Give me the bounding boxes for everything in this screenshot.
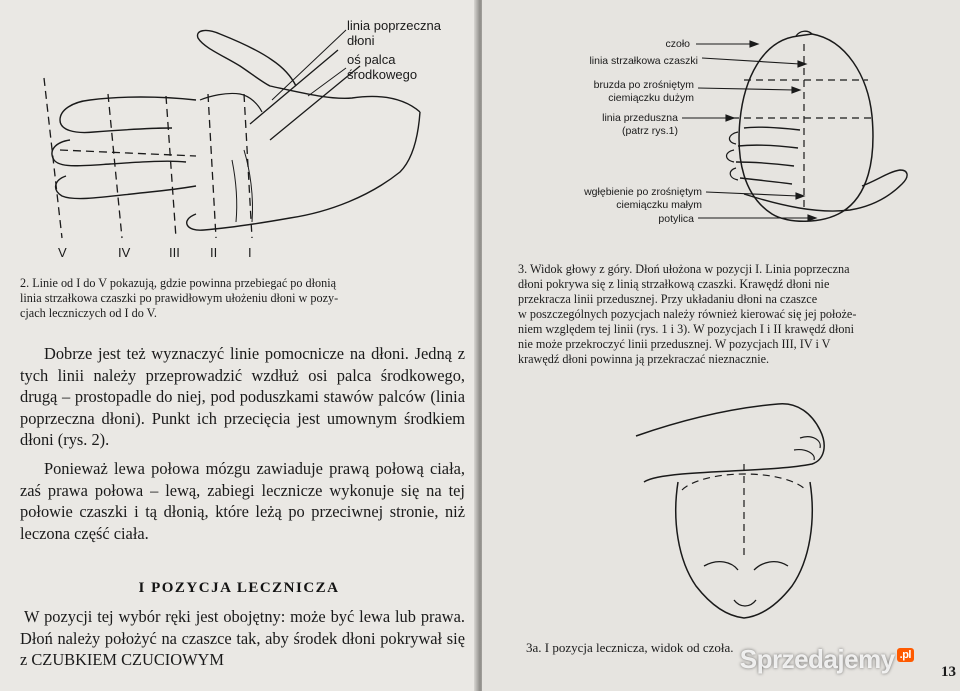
caption-3-line: przekracza linii przedusznej. Przy układaniu dłoni na czaszce xyxy=(518,292,818,306)
roman-ii: II xyxy=(210,245,218,260)
label-forehead: czoło xyxy=(665,38,690,50)
section-heading: I POZYCJA LECZNICZA xyxy=(138,580,340,596)
label-preaural-2: (patrz rys.1) xyxy=(621,125,678,137)
roman-v: V xyxy=(58,245,67,260)
label-hollow-1: wgłębienie po zrośniętym xyxy=(584,186,702,198)
label-groove-1: bruzda po zrośniętym xyxy=(593,79,694,91)
label-groove-2: ciemiączku dużym xyxy=(608,92,694,104)
sagittal-lines xyxy=(44,78,252,238)
caption-figure-3a: 3a. I pozycja lecznicza, widok od czoła. xyxy=(526,640,734,655)
figure-3a-front-view xyxy=(482,390,960,630)
label-preaural-1: linia przeduszna xyxy=(602,112,678,124)
caption-3-line: w poszczególnych pozycjach należy również kierować się jej położe- xyxy=(518,307,857,321)
roman-i: I xyxy=(248,245,252,260)
roman-iv: IV xyxy=(118,245,131,260)
label-transverse-line-2: dłoni xyxy=(347,33,375,48)
label-transverse-line: linia poprzeczna xyxy=(347,18,441,33)
pointer-line-transverse xyxy=(272,30,346,100)
hand-on-head xyxy=(736,127,907,211)
paragraph-position-one: W pozycji tej wybór ręki jest obojętny: może być lewa lub prawa. Dłoń należy położyć na czaszce tak, aby środek dłoni pokrywał się z CZUBKIEM CZUCIOWYM xyxy=(20,607,465,669)
label-sagittal-line: linia strzałkowa czaszki xyxy=(589,55,698,67)
caption-figure-3 xyxy=(518,262,948,367)
roman-numerals xyxy=(58,245,252,260)
roman-iii: III xyxy=(169,245,180,260)
caption-2-line: linia strzałkowa czaszki po prawidłowym ułożeniu dłoni w pozy- xyxy=(20,291,339,305)
label-middle-finger-axis-2: środkowego xyxy=(347,67,418,82)
pointer-arrows xyxy=(682,41,816,221)
right-page xyxy=(482,0,960,691)
nose-tip xyxy=(734,600,756,606)
paragraph-brain-halves: Ponieważ lewa połowa mózgu zawiaduje prawą połową ciała, zaś prawa połowa – lewą, zabiegi lecznicze wykonuje się na tej połowie czaszki i tą dłonią, które leżą po przeciwnej stronie, niż leczona część ciała. xyxy=(20,459,465,543)
watermark-badge: .pl xyxy=(897,648,914,662)
caption-2-line: cjach leczniczych od I do V. xyxy=(20,306,157,320)
figure-3-labels xyxy=(583,38,702,225)
label-hollow-2: ciemiączku małym xyxy=(616,199,702,211)
caption-figure-2 xyxy=(20,276,465,321)
page-number: 13 xyxy=(941,664,956,680)
caption-3-line: 3. Widok głowy z góry. Dłoń ułożona w pozycji I. Linia poprzeczna xyxy=(518,262,850,276)
front-dashed-lines xyxy=(682,464,806,558)
left-page xyxy=(0,0,478,691)
caption-3-line: krawędź dłoni powinna ją przekraczać nieznacznie. xyxy=(518,352,770,366)
caption-2-line: 2. Linie od I do V pokazują, gdzie powinna przebiegać po dłonią xyxy=(20,276,336,290)
caption-3-line: nie może przekroczyć linii przedusznej. W pozycjach III, IV i V xyxy=(518,337,831,351)
caption-3-line: dłoni pokrywa się z linią strzałkową czaszki. Krawędź dłoni nie xyxy=(518,277,830,291)
paragraph-auxiliary-lines: Dobrze jest też wyznaczyć linie pomocnicze na dłoni. Jedną z tych linii należy przeprowadzić wzdłuż osi palca środkowego, drugą – prostopadle do niej, pod poduszkami stawów palców (linia poprzeczna dłoni). Punkt ich przecięcia jest umownym środkiem dłoni (rys. 2). xyxy=(20,344,465,449)
fingertips xyxy=(794,437,820,460)
watermark-logo xyxy=(740,644,914,675)
watermark-text: Sprzedajemy xyxy=(739,644,895,674)
caption-3-line: niem względem tej linii (rys. 1 i 3). W pozycjach I i II krawędź dłoni xyxy=(518,322,854,336)
finger-rings xyxy=(727,132,739,180)
label-middle-finger-axis: oś palca xyxy=(347,52,396,67)
middle-finger-axis-line xyxy=(250,50,360,140)
figure-3-head-top-view xyxy=(482,0,960,240)
eyelids xyxy=(704,562,788,570)
figure-2-hand-diagram xyxy=(0,0,478,270)
hand-on-forehead xyxy=(636,404,824,482)
label-occiput: potylica xyxy=(658,213,694,225)
